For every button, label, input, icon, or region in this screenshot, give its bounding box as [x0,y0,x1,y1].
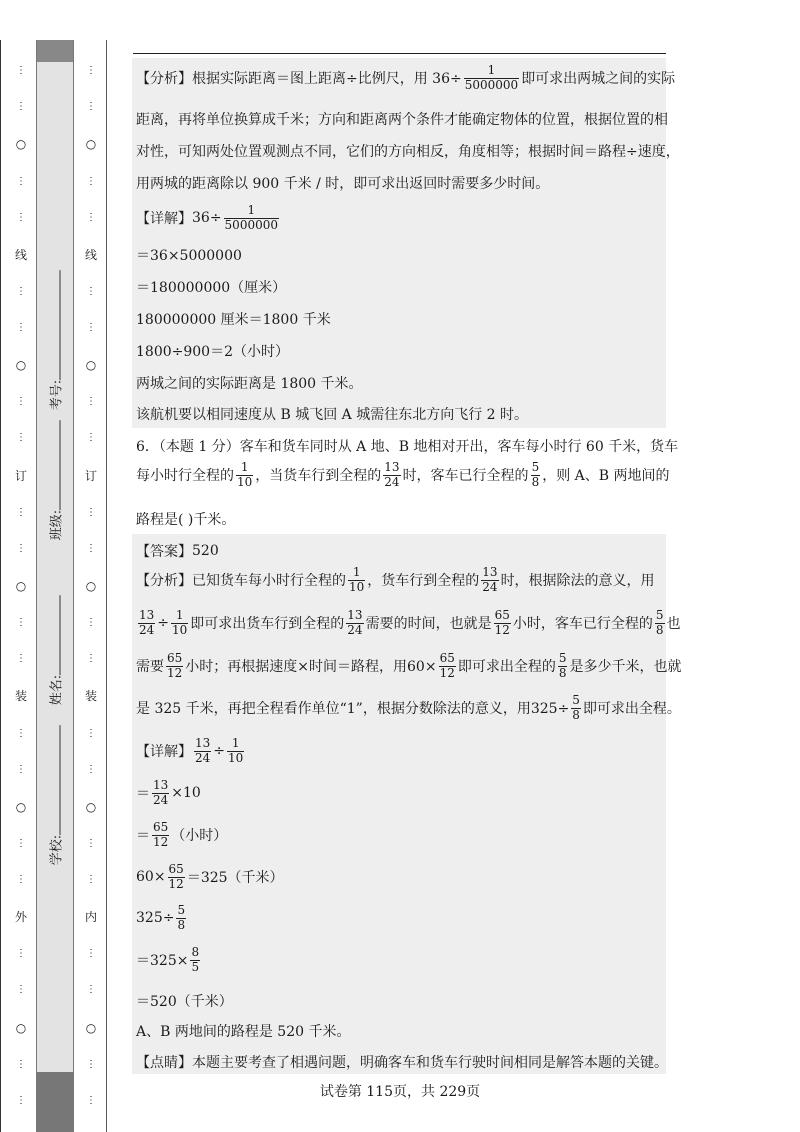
school-label: 学校: [49,834,65,866]
detail-tag: 【详解】 [136,744,192,761]
analysis5-line3: 对性，可知两处位置观测点不同，它们的方向相反，角度相等；根据时间＝路程÷速度， [136,144,680,160]
numerator: 13 [139,608,155,622]
denominator: 24 [384,474,400,489]
numerator: 65 [494,608,510,622]
text: ，货车行到全程的 [367,573,480,590]
denominator: 10 [349,579,365,594]
outer-border-line [0,40,1,1132]
fraction [346,609,363,638]
analysis6-line4 [136,694,681,723]
outer-cut-line: ⋮ ⋮ ○ ⋮ ⋮ 线 ⋮ ⋮ ○ ⋮ ⋮ 订 ⋮ ⋮ ○ ⋮ ⋮ 装 ⋮ ⋮ ○ ⋮ ⋮ 外 ⋮ ⋮ ○ ⋮ ⋮ [14,65,27,1106]
denominator: 10 [228,750,244,765]
detail6-line4 [136,863,284,892]
text: ÷ [213,743,226,760]
fraction [138,609,155,638]
denominator: 12 [167,665,183,680]
numerator: 65 [167,651,183,665]
denominator: 24 [195,750,211,765]
numerator: 1 [231,736,240,750]
class-field[interactable] [46,420,65,540]
outer-char-xian: 线 [14,247,27,262]
denominator: 12 [153,834,169,849]
text: ＝ [136,828,150,845]
text: 时，根据除法的意义，用 [500,573,655,590]
numerator: 65 [439,651,455,665]
denominator: 8 [177,917,186,932]
text: ＝325（千米） [186,870,284,887]
question6-line2 [136,461,670,490]
answer-tag: 【答案】 [136,544,192,560]
text: 也 [666,616,681,633]
header-rule [133,53,666,54]
class-label: 班级: [49,509,65,541]
denominator: 8 [558,665,567,680]
text: ，则 A、B 两地间的 [542,468,670,485]
denominator: 24 [153,792,169,807]
analysis6-line3 [136,652,681,681]
fraction [236,461,253,490]
denominator: 12 [168,876,184,891]
fraction [383,461,400,490]
question6-line1: 6．（本题 1 分）客车和货车同时从 A 地、B 地相对开出，客车每小时行 60 千米，货车 [136,439,679,455]
fraction [494,609,511,638]
text: 小时，客车已行全程的 [512,616,653,633]
denominator: 5 [191,959,200,974]
text: 325÷ [136,910,175,927]
fraction [655,609,665,638]
numerator: 5 [531,460,540,474]
fraction [166,652,183,681]
text: ＝325× [136,953,189,970]
fraction [152,779,169,808]
numerator: 8 [191,945,200,959]
numerator: 5 [572,693,580,707]
text: 时，客车已行全程的 [402,468,529,485]
comment6-line [136,1052,668,1072]
denominator: 8 [531,474,540,489]
denominator: 12 [494,622,510,637]
outer-char-wai: 外 [14,910,27,925]
text: 需要 [136,659,164,676]
name-label: 姓名: [49,674,65,706]
detail6-line3 [136,821,227,850]
analysis5-line1 [136,64,675,93]
numerator: 1 [487,63,496,77]
name-field[interactable] [46,595,65,705]
fraction [481,566,498,595]
text: （小时） [171,828,228,845]
fraction [194,737,211,766]
denominator: 5000000 [224,217,278,232]
detail6-line2 [136,779,201,808]
detail5-line4: 180000000 厘米＝1800 千米 [136,312,331,328]
text: 即可求出全程。 [582,701,681,718]
detail5-line5: 1800÷900＝2（小时） [136,344,289,360]
exam-number-label: 考号: [49,379,65,411]
denominator: 24 [139,622,155,637]
inner-cut-line: ⋮ ⋮ ○ ⋮ ⋮ 线 ⋮ ⋮ ○ ⋮ ⋮ 订 ⋮ ⋮ ○ ⋮ ⋮ 装 ⋮ ⋮ ○ ⋮ ⋮ 内 ⋮ ⋮ ○ ⋮ ⋮ [84,65,97,1106]
fraction [168,863,185,892]
numerator: 5 [177,903,186,917]
detail-tag: 【详解】 [136,211,192,228]
numerator: 1 [175,608,184,622]
question6-line3: 路程是( )千米。 [136,512,236,528]
denominator: 12 [439,665,455,680]
fraction [531,461,541,490]
numerator: 65 [153,820,169,834]
numerator: 5 [655,608,664,622]
detail5-line6: 两城之间的实际距离是 1800 千米。 [136,376,363,392]
answer-value: 520 [192,543,219,559]
school-field[interactable] [46,725,65,865]
text: 即可求出全程的 [457,659,556,676]
analysis6-line2 [136,609,681,638]
fraction [227,737,244,766]
text: ＝ [136,786,150,803]
detail5-line7: 该航机要以相同速度从 B 城飞回 A 城需往东北方向飞行 2 时。 [136,407,529,423]
analysis-tag: 【分析】 [136,573,192,590]
analysis5-line4: 用两城的距离除以 900 千米 / 时，即可求出返回时需要多少时间。 [136,176,550,192]
denominator: 10 [172,622,188,637]
numerator: 1 [352,565,361,579]
analysis-tag: 【分析】 [136,71,192,88]
text: 36÷ [192,210,222,227]
analysis6-line1 [136,566,655,595]
detail6-line1 [136,737,246,766]
text: ，当货车行到全程的 [255,468,382,485]
text: 根据实际距离＝图上距离÷比例尺，用 36÷ [192,71,462,88]
inner-char-xian: 线 [84,247,97,262]
comment-tag: 【点睛】 [136,1055,192,1071]
fraction [571,694,581,723]
detail5-line2: ＝36×5000000 [136,248,242,264]
student-info-strip [36,40,74,1132]
text: 即可求出货车行到全程的 [190,616,345,633]
denominator: 8 [655,622,664,637]
denominator: 5000000 [464,77,519,92]
text: 已知货车每小时行全程的 [192,573,346,590]
text: 本题主要考查了相遇问题，明确客车和货车行驶时间相同是解答本题的关键。 [192,1055,668,1071]
binding-margin [0,0,108,1132]
detail6-line7: ＝520（千米） [136,994,233,1010]
outer-char-zhuang: 装 [14,689,27,704]
text: 是多少千米，也就 [569,659,682,676]
text: 60× [136,869,166,886]
fraction [171,609,188,638]
fraction [558,652,568,681]
detail6-line5 [136,904,188,933]
text: ÷ [157,615,170,632]
text: 即可求出两城之间的实际 [521,71,676,88]
text: 是 325 千米，再把全程看作单位“1”，根据分数除法的意义，用325÷ [136,701,570,718]
answer6-line [136,541,219,561]
fraction [348,566,365,595]
numerator: 5 [558,651,567,665]
text: 小时；再根据速度×时间＝路程，用60× [185,659,437,676]
text: 每小时行全程的 [136,468,234,485]
detail6-line8: A、B 两地间的路程是 520 千米。 [136,1024,351,1040]
text: ×10 [171,785,201,802]
numerator: 13 [384,460,400,474]
inner-char-nei: 内 [84,910,97,925]
denominator: 10 [237,474,253,489]
inner-border-line [106,40,107,1132]
denominator: 24 [482,579,498,594]
strip-top-block [37,40,73,62]
numerator: 1 [247,203,256,217]
fraction [176,904,186,933]
fraction [439,652,456,681]
exam-number-field[interactable] [46,270,65,410]
denominator: 8 [572,707,580,722]
numerator: 13 [482,565,498,579]
detail5-line3: ＝180000000（厘米） [136,280,287,296]
text: 需要的时间，也就是 [365,616,492,633]
fraction [190,946,200,975]
numerator: 13 [347,608,363,622]
inner-char-zhuang: 装 [84,689,97,704]
outer-char-ding: 订 [14,468,27,483]
analysis5-line2: 距离，再将单位换算成千米；方向和距离两个条件才能确定物体的位置，根据位置的相 [136,112,668,128]
numerator: 65 [168,862,184,876]
detail5-line1 [136,204,281,233]
fraction [152,821,169,850]
fraction [464,64,519,93]
denominator: 24 [347,622,363,637]
numerator: 13 [195,736,211,750]
detail6-line6 [136,946,202,975]
numerator: 1 [240,460,249,474]
numerator: 13 [153,778,169,792]
inner-char-ding: 订 [84,468,97,483]
fraction [224,204,279,233]
page-footer: 试卷第 115页，共 229页 [319,1084,481,1100]
